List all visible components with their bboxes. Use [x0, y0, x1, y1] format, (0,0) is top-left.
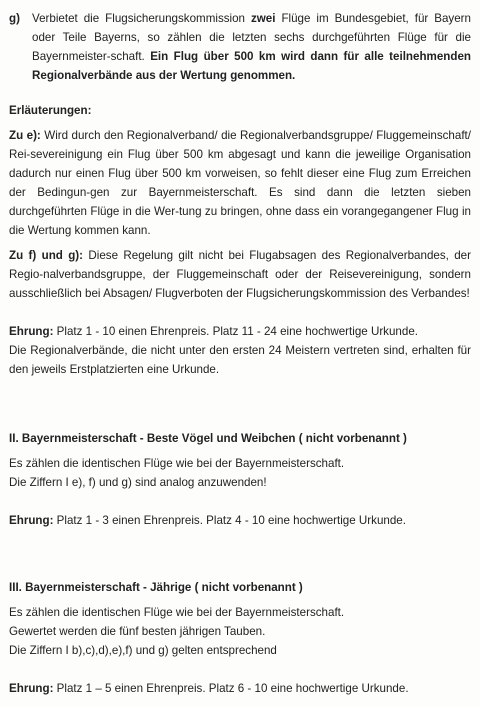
zu-fg-paragraph: Zu f) und g): Diese Regelung gilt nicht bei Flugabsagen des Regionalverbandes, der Regio-nalverbandsgruppe, der Fluggemeinschaft oder der Reisevereinigung, sondern ausschließlich bei Absagen/ Flugverboten der Flugsicherungskommission des Verbandes!: [9, 249, 471, 300]
section-3-line-1: Es zählen die identischen Flüge wie bei der Bayernmeisterschaft.: [9, 606, 345, 619]
section-2-line-2: Die Ziffern I e), f) und g) sind analog anzuwenden!: [9, 476, 267, 489]
ehrung-1: Ehrung: Platz 1 - 10 einen Ehrenpreis. Platz 11 - 24 eine hochwertige Urkunde.: [9, 325, 418, 338]
section-3-line-3: Die Ziffern I b),c),d),e),f) und g) gelten entsprechend: [9, 644, 277, 657]
ehrung-1-note: Die Regionalverbände, die nicht unter den ersten 24 Meistern vertreten sind, erhalten für den jeweils Erstplatzierten eine Urkunde.: [9, 344, 471, 376]
section-2-heading: II. Bayernmeisterschaft - Beste Vögel und Weibchen ( nicht vorbenannt ): [9, 432, 407, 445]
section-2-ehrung: Ehrung: Platz 1 - 3 einen Ehrenpreis. Platz 4 - 10 eine hochwertige Urkunde.: [9, 514, 406, 527]
section-3-ehrung: Ehrung: Platz 1 – 5 einen Ehrenpreis. Platz 6 - 10 eine hochwertige Urkunde.: [9, 682, 409, 695]
section-2-line-1: Es zählen die identischen Flüge wie bei der Bayernmeisterschaft.: [9, 457, 345, 470]
section-3-line-2: Gewertet werden die fünf besten jährigen Tauben.: [9, 625, 266, 638]
item-g-label: g): [9, 12, 20, 25]
erlaeuterungen-heading: Erläuterungen:: [9, 104, 92, 117]
item-g-text: Verbietet die Flugsicherungskommission zwei Flüge im Bundesgebiet, für Bayern oder Teile Bayerns, so zählen die letzten sechs durchgeführten Flüge für die Bayernmeister-schaft. Ein Flug über 500 km wird dann für alle teilnehmenden Regionalverbände aus der Wertung genommen.: [32, 12, 471, 82]
zu-e-paragraph: Zu e): Wird durch den Regionalverband/ die Regionalverbandsgruppe/ Fluggemeinschaft/ Rei-severeinigung ein Flug über 500 km abgesagt und kann die jeweilige Organisation dadurch nur einen Flug über 500 km vorweisen, so fehlt dieser eine Flug zum Erreichen der Bedingun-gen zur Bayernmeisterschaft. Es sind dann die letzten sieben durchgeführten Flüge in die Wer-tung zu bringen, ohne dass ein vorangegangener Flug in die Wertung kommen kann.: [9, 129, 471, 237]
item-g: [9, 9, 471, 85]
section-3-heading: III. Bayernmeisterschaft - Jährige ( nicht vorbenannt ): [9, 581, 303, 594]
